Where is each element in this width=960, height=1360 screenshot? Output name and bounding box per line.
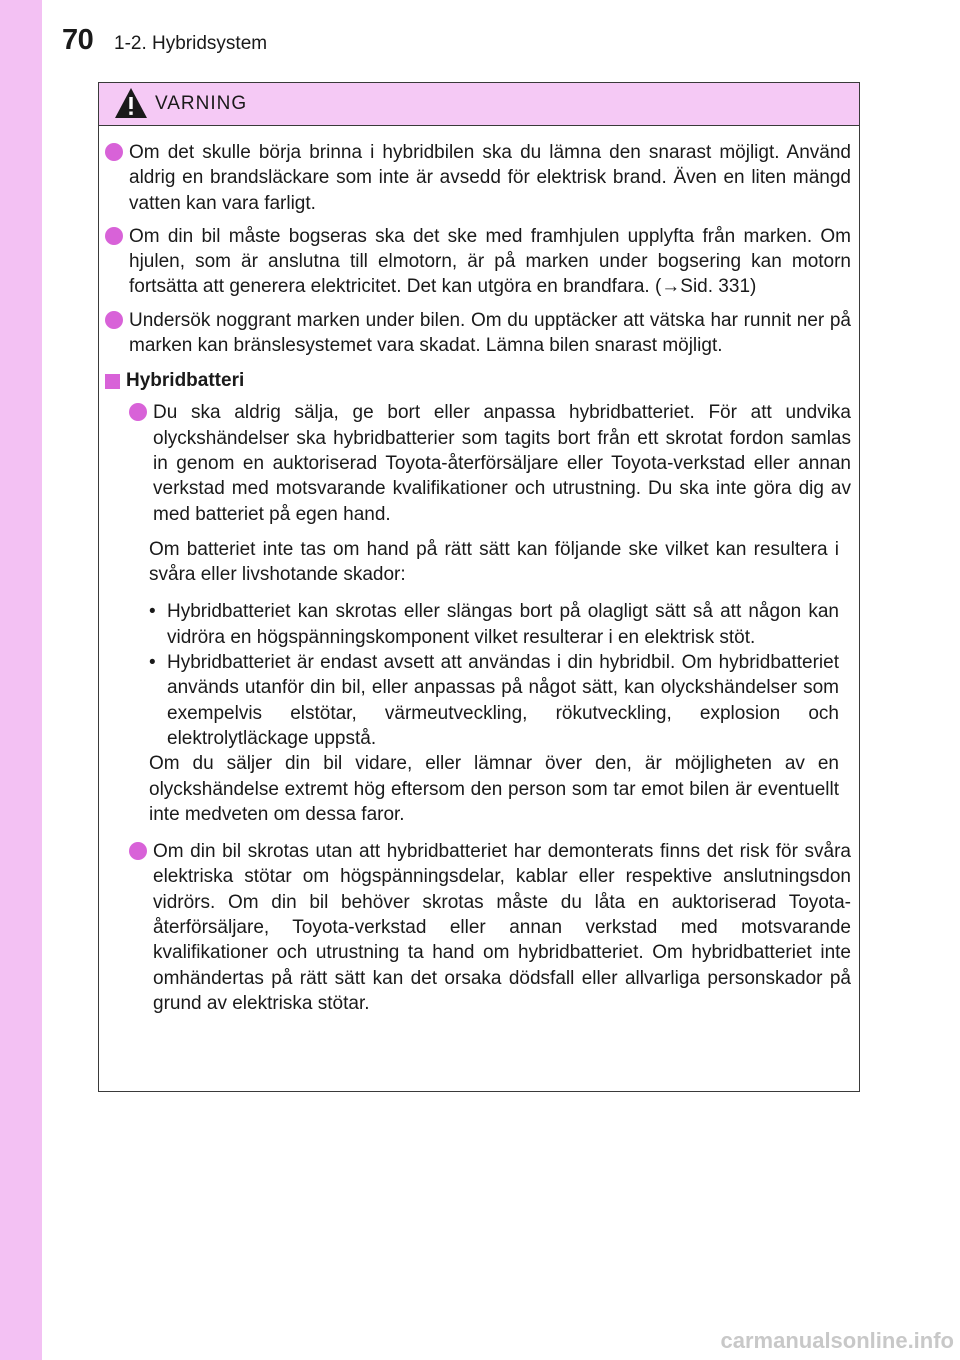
- subheading: [105, 370, 851, 392]
- dash-item-text: Hybridbatteriet kan skrotas eller slängas bort på olagligt sätt så att någon kan vidröra en högspänningskomponent vilket resulterar i en elektrisk stöt.: [167, 601, 839, 648]
- paragraph-text: Du ska aldrig sälja, ge bort eller anpassa hybridbatteriet. För att undvika olyckshändelser ska hybridbatterier som tagits bort från ett skrotat fordon samlas in genom en auktoriserad Toyota-återförsäljare eller Toyota-verkstad eller annan verkstad med motsvarande kvalifikationer och utrustning. Du ska inte göra dig av med batteriet på egen hand.: [153, 402, 851, 525]
- warning-title: VARNING: [155, 93, 248, 114]
- page-number: 70: [62, 24, 94, 56]
- warning-box: [98, 82, 860, 1092]
- dash-item-text: Hybridbatteriet är endast avsett att användas i din hybridbil. Om hybridbatteriet används utanför din bil, eller anpassas på något sätt, kan olyckshändelser som exempelvis elstötar, värmeutveckling, rökutveckling, explosion och elektrolytläckage uppstå.: [167, 652, 839, 749]
- paragraph-text: Om din bil måste bogseras ska det ske med framhjulen upplyfta från marken. Om hjulen, som är anslutna till elmotorn, är på marken under bogsering kan motorn fortsätta att generera elektricitet. Det kan utgöra en brandfara. (→Sid. 331): [129, 225, 851, 298]
- paragraph-text: Undersök noggrant marken under bilen. Om du upptäcker att vätska har runnit ner på marken kan bränslesystemet vara skadat. Lämna bilen snarast möjligt.: [129, 309, 851, 357]
- bullet-dot-icon: [129, 403, 147, 421]
- dash-bullet: •: [149, 601, 156, 623]
- warning-paragraph: [105, 224, 851, 300]
- resale-note: Om du säljer din bil vidare, eller lämnar över den, är möjligheten av en olyckshändelse extremt hög eftersom den person som tar emot bilen är eventuellt inte medveten om dessa faror.: [149, 753, 839, 825]
- dash-bullet: •: [149, 652, 156, 674]
- warning-body: [99, 126, 859, 1016]
- bullet-dot-icon: [105, 227, 123, 245]
- bullet-dot-icon: [129, 842, 147, 860]
- paragraph-text: Om det skulle börja brinna i hybridbilen ska du lämna den snarast möjligt. Använd aldrig en brandsläckare som inte är avsedd för elektrisk brand. Även en liten mängd vatten kan vara farligt.: [129, 142, 851, 214]
- warning-triangle-icon: [113, 86, 149, 120]
- dash-list-item: [149, 650, 839, 751]
- bullet-dot-icon: [105, 311, 123, 329]
- subheading-text: Hybridbatteri: [126, 370, 245, 392]
- battery-paragraph: [129, 400, 851, 526]
- battery-section: [105, 400, 851, 1016]
- watermark: carmanualsonline.info: [720, 1328, 954, 1353]
- scrap-paragraph: [129, 839, 851, 1016]
- dash-list-item: [149, 599, 839, 650]
- warning-paragraph: [105, 308, 851, 359]
- side-color-strip: [0, 0, 42, 1360]
- paragraph-text: Om din bil skrotas utan att hybridbatteriet har demonterats finns det risk för svåra elektriska stötar om högspänningsdelar, kablar eller respektive anslutningsdon vidrörs. Om din bil behöver skrotas måste du låta en auktoriserad Toyota-återförsäljare, Toyota-verkstad eller annan verkstad med motsvarande kvalifikationer och utrustning ta hand om hybridbatteriet. Om hybridbatteriet inte omhändertas på rätt sätt kan det orsaka dödsfall eller allvarliga personskador på grund av elektriska stötar.: [153, 841, 851, 1014]
- warning-header: [99, 83, 859, 126]
- consequence-intro: Om batteriet inte tas om hand på rätt sätt kan följande ske vilket kan resultera i svåra eller livshotande skador:: [149, 538, 839, 586]
- warning-paragraph: [105, 140, 851, 216]
- square-marker-icon: [105, 374, 120, 389]
- section-title: 1-2. Hybridsystem: [114, 33, 268, 54]
- bullet-dot-icon: [105, 143, 123, 161]
